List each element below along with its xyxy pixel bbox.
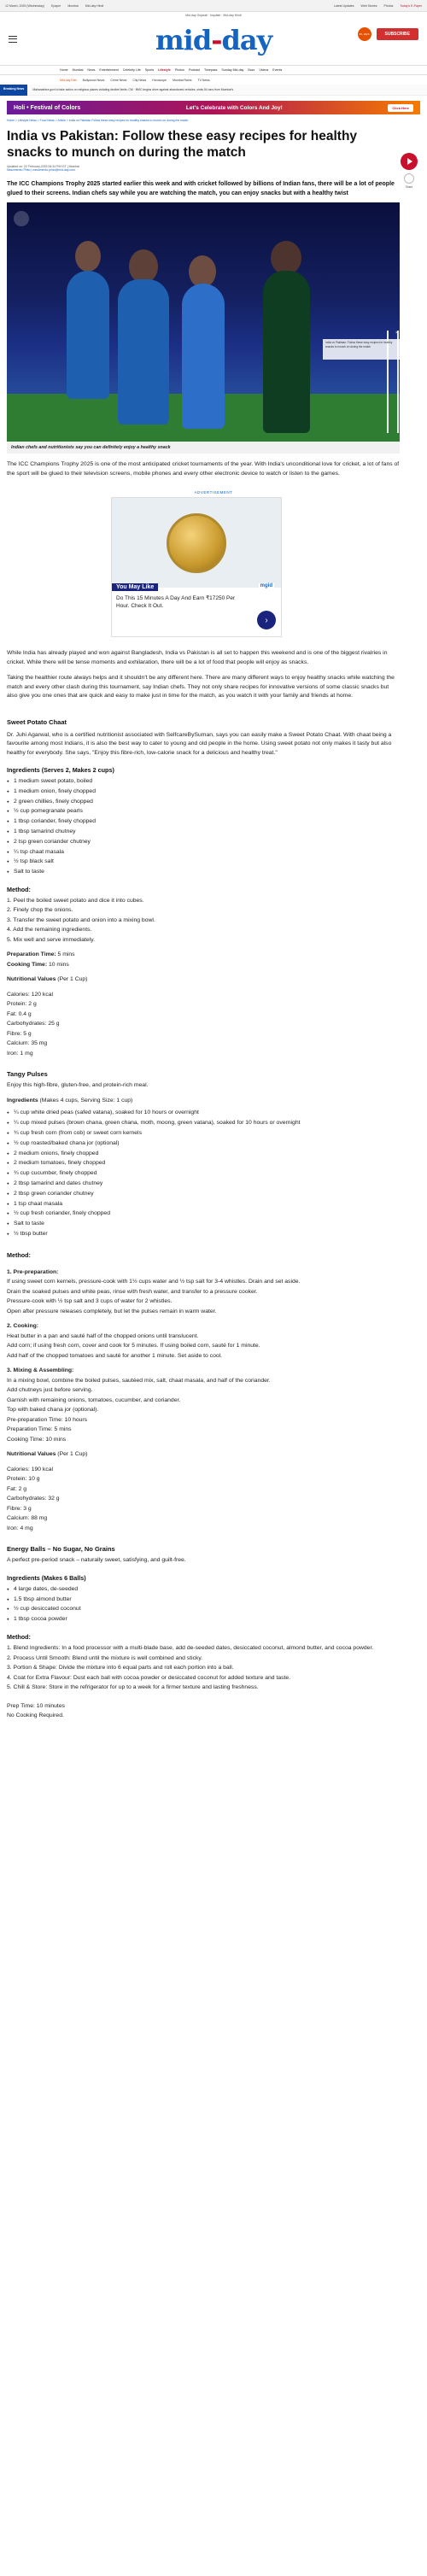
step-line: Pre-preparation Time: 10 hours [7, 1416, 88, 1423]
list-item: ● ½ tsp black salt [7, 857, 400, 867]
nutrition-item: Protein: 2 g [7, 1001, 37, 1008]
nutrition-item: Iron: 4 mg [7, 1525, 33, 1531]
nutrition-item: Calcium: 35 mg [7, 1040, 48, 1047]
subnav-diet[interactable]: Mid-day Diet [60, 78, 77, 82]
holi-promo-banner[interactable] [7, 101, 420, 114]
step-line: Cooking Time: 10 mins [7, 1436, 67, 1443]
header-actions [358, 27, 418, 41]
breadcrumb-text[interactable]: Home > Lifestyle News > Food News > Article > India vs Pakistan Follow these easy recipes for healthy snacks to munch on during the match [7, 119, 189, 122]
banner-click-button[interactable]: Click Here [388, 104, 413, 112]
article-dateline [7, 165, 420, 172]
list-item: ● ¾ cup cucumber, finely chopped [7, 1168, 400, 1179]
article-intro: The ICC Champions Trophy 2025 started earlier this week and with cricket followed by billions of Indian fans, there will be a lot of people glued to their screens. Indian chefs say while you are watching the match, you can enjoy snacks but with a healthy twist [7, 181, 395, 196]
list-item: ● 1 medium sweet potato, boiled [7, 776, 400, 787]
author-link[interactable]: Nascimento Pinto | nascimento.pinto@mid-day.com [7, 168, 76, 172]
recipe-2-step-1-title [7, 1268, 400, 1278]
nav-home[interactable]: Home [60, 68, 68, 72]
subnav-tv[interactable]: TV News [197, 78, 210, 82]
share-icon[interactable] [404, 173, 414, 184]
recipe-2-ingredients [7, 1108, 420, 1238]
recipe-3-method [7, 1643, 420, 1693]
paragraph-2: While India has already played and won against Bangladesh, India vs Pakistan is all set to happen this weekend and is one of the biggest rivalries in cricket. While there will be tense moments and exhilaration, there will be a lot of food that people will enjoy as snacks. [7, 650, 388, 665]
recipe-2-step-2 [7, 1332, 420, 1361]
nav-mumbai[interactable]: Mumbai [72, 68, 84, 72]
advertisement-label: ADVERTISEMENT [194, 490, 233, 495]
step-line: Heat butter in a pan and sauté half of the chopped onions until translucent. [7, 1332, 199, 1339]
paragraph-3: Taking the healthier route always helps and it shouldn't be any different here. There are many different ways to enjoy healthy snacks while watching the match and every other clash during this tournament, say Indian chefs. They not only share recipes for innovative versions of some classic snacks but also give you one ones that are quick and easy to make just in time for the match, as you watch it with your family and friends at home. [7, 675, 395, 699]
recipe-2-nutrition [7, 1465, 420, 1534]
list-item: ● 1 tbsp coriander, finely chopped [7, 817, 400, 827]
recipe-1-ingredients-title: Ingredients (Serves 2, Makes 2 cups) [7, 766, 114, 774]
recipe-1-intro: Dr. Juhi Agarwal, who is a certified nutritionist associated with SelfcareBySuman, says you can easily make a Sweet Potato Chaat. With chaat being a favourite among most Indians, it is also the best way to cater to young and old people in the home. Using sweet potato not only makes it tasty but also healthy for everybody. She says, "Enjoy this fibre-rich, low-calorie snack for a delicious and healthy treat." [7, 731, 392, 756]
player-head-4 [271, 241, 301, 275]
list-item: ● ½ tbsp butter [7, 1229, 400, 1239]
player-body-1 [67, 271, 109, 399]
ad-arrow-icon[interactable]: › [257, 611, 276, 629]
nav-celebrity-life[interactable]: Celebrity Life [122, 68, 141, 72]
nutrition-item: Carbohydrates: 25 g [7, 1021, 60, 1027]
list-item: ● Salt to taste [7, 1219, 400, 1229]
site-header [0, 12, 427, 65]
recipe-3-method-title: Method: [7, 1633, 31, 1642]
recipe-3-intro: A perfect pre-period snack – naturally sweet, satisfying, and guilt-free. [7, 1557, 186, 1564]
image-overlay-caption: India vs Pakistan: Follow these easy recipes for healthy snacks to munch on during the match [323, 339, 400, 360]
recipe-2-step-3 [7, 1376, 420, 1445]
nutrition-item: Carbohydrates: 32 g [7, 1496, 60, 1502]
list-item: ● 4 large dates, de-seeded [7, 1584, 400, 1595]
site-logo[interactable] [155, 24, 272, 56]
hamburger-menu-icon[interactable] [9, 36, 17, 43]
nav-photos[interactable]: Photos [174, 68, 184, 72]
cook-label: Cooking Time: [7, 961, 48, 968]
prep-value: 5 mins [56, 951, 75, 958]
ad-you-may-like: You May Like [112, 583, 158, 591]
ingredients-label: Ingredients [7, 1097, 38, 1104]
nutrition-item: Fat: 0.4 g [7, 1010, 32, 1017]
step-line: Open after pressure releases completely, but let the pulses remain in warm water. [7, 1308, 217, 1314]
coin-icon [167, 513, 226, 573]
list-item: ● ½ cup roasted/baked chana jor (optional) [7, 1139, 400, 1149]
nutrition-label: Nutritional Values [7, 1451, 56, 1458]
sister-brands: Mid-day Gujarati · Inquilab · Mid-day Hindi [185, 14, 242, 17]
recipe-1-title: Sweet Potato Chaat [7, 717, 67, 726]
sub-nav [0, 75, 427, 85]
banner-center-text: Let's Celebrate with Colors And Joy! [185, 104, 283, 111]
method-step: 4. Add the remaining ingredients. [7, 927, 92, 934]
share-label: Share [405, 185, 413, 189]
list-item: ● 2 tbsp green coriander chutney [7, 1189, 400, 1199]
step-line: Add corn; if using fresh corn, cover and cook for 5 minutes. If using boiled corn, sauté for 1 minute. [7, 1343, 260, 1349]
method-step: 3. Portion & Shape: Divide the mixture into 6 equal parts and roll each portion into a ball. [7, 1665, 234, 1671]
epaper-link[interactable]: Epaper [51, 3, 61, 8]
recipe-2-step-1 [7, 1277, 420, 1316]
recipe-1-cook-time [7, 960, 400, 970]
list-item: ● 1 tsp chaat masala [7, 1199, 400, 1209]
breadcrumb[interactable] [0, 114, 427, 122]
article-body [0, 129, 427, 1721]
method-step: 1. Blend Ingredients: In a food processor with a multi-blade base, add de-seeded dates, desiccated coconut, almond butter, and cocoa powder. [7, 1645, 374, 1652]
list-item: ● 2 green chillies, finely chopped [7, 797, 400, 807]
nutrition-item: Calories: 190 kcal [7, 1466, 54, 1472]
method-step: 4. Coat for Extra Flavour: Dust each ball with cocoa powder or desiccated coconut for added texture and taste. [7, 1674, 291, 1681]
step-line: Top with baked chana jor (optional). [7, 1407, 99, 1414]
list-item: ● 2 medium onions, finely chopped [7, 1149, 400, 1159]
nutrition-item: Fibre: 3 g [7, 1505, 32, 1512]
list-item: ● ½ cup pomegranate pearls [7, 806, 400, 817]
latest-updates-link[interactable]: Latest Updates [333, 3, 354, 8]
breaking-news-text[interactable]: Maharashtra govt to take action on religious places violating decibel limits: CM · BMC begins drive against abandoned vehicles, sinks 54 cars from Mumbai's [32, 88, 234, 91]
list-item: ● 2 tsp green coriander chutney [7, 837, 400, 847]
hero-image [7, 202, 400, 442]
nutrition-item: Iron: 1 mg [7, 1050, 33, 1057]
nav-news[interactable]: News [87, 68, 96, 72]
youtube-icon[interactable] [401, 153, 418, 170]
recipe-2-step-2-title [7, 1321, 400, 1332]
nav-events[interactable]: Events [272, 68, 283, 72]
list-item: ● 2 medium tomatoes, finely chopped [7, 1158, 400, 1168]
list-item: ● Salt to taste [7, 867, 400, 877]
list-item: ● 1 tbsp cocoa powder [7, 1614, 400, 1625]
method-step: 2. Process Until Smooth: Blend until the mixture is well combined and sticky. [7, 1654, 203, 1661]
step-title: 3. Mixing & Assembling: [7, 1367, 74, 1374]
hindi-link[interactable]: Mid-day Hindi [85, 3, 104, 8]
step-line: Garnish with remaining onions, tomatoes, cucumber, and coriander. [7, 1396, 181, 1403]
step-line: Pressure-cook with ½ tsp salt and 3 cups of water for 2 whistles. [7, 1298, 173, 1305]
list-item: ● ¼ tsp chaat masala [7, 847, 400, 858]
ad-brand-logo: mgid [260, 583, 272, 588]
step-line: Add half of the chopped tomatoes and sauté for another 1 minute. Set aside to cool. [7, 1352, 223, 1359]
city-link[interactable]: Mumbai [67, 3, 79, 8]
player-head-1 [75, 241, 101, 272]
step-title: 1. Pre-preparation: [7, 1268, 59, 1275]
nav-videos[interactable]: Videos [259, 68, 269, 72]
player-body-4 [263, 271, 310, 433]
list-item: ● ¾ cup fresh corn (from cob) or sweet corn kernels [7, 1128, 400, 1139]
image-caption: Indian chefs and nutritionists say you can definitely enjoy a healthy snack [7, 442, 400, 454]
nav-buzz[interactable]: Buzz [248, 68, 255, 72]
method-step: 1. Peel the boiled sweet potato and dice it into cubes. [7, 897, 144, 904]
breaking-news-ticker [0, 85, 427, 96]
list-item: ● 1.5 tbsp almond butter [7, 1595, 400, 1605]
step-line: Drain the soaked pulses and white peas, rinse with fresh water, and transfer to a pressure cooker. [7, 1288, 258, 1295]
photos-link[interactable]: Photos [383, 3, 394, 8]
list-item: ● 2 tbsp tamarind and dates chutney [7, 1179, 400, 1189]
method-step: 2. Finely chop the onions. [7, 907, 73, 914]
player-head-2 [129, 249, 158, 284]
recipe-1-ingredients [7, 776, 420, 877]
prep-label: Preparation Time: [7, 951, 56, 958]
recipe-1-method-title: Method: [7, 885, 31, 893]
overlay-close-icon[interactable]: × [395, 331, 398, 336]
nav-sunday-midday[interactable]: Sunday Mid-day [221, 68, 244, 72]
recipe-2-intro: Enjoy this high-fibre, gluten-free, and protein-rich meal. [7, 1082, 149, 1089]
method-step: 5. Mix well and serve immediately. [7, 936, 95, 943]
tournament-logo-icon [14, 211, 29, 226]
logo-part-mid: mid [155, 24, 212, 56]
top-utility-bar [0, 0, 427, 12]
ad-text[interactable]: Do This 15 Minutes A Day And Earn ₹17250 Per Hour. Check It Out. [116, 595, 236, 609]
step-line: If using sweet corn kernels, pressure-cook with 1½ cups water and ½ tsp salt for 3-4 whistles. Drain and set aside. [7, 1279, 301, 1285]
logo-part-dash: - [211, 24, 222, 56]
nutrition-sub: (Per 1 Cup) [56, 1451, 88, 1458]
nav-sports[interactable]: Sports [144, 68, 155, 72]
updated-time: Updated on: 22 February,2025 06:34 PM IST | Mumbai [7, 165, 80, 168]
advertisement-card[interactable] [111, 497, 282, 637]
nav-lifestyle[interactable]: Lifestyle [158, 68, 171, 72]
subnav-city[interactable]: City News [132, 78, 147, 82]
date-text: 12 March, 2025 (Wednesday) [5, 3, 45, 8]
list-item: ● 1 medium onion, finely chopped [7, 787, 400, 797]
method-step: 3. Transfer the sweet potato and onion into a mixing bowl. [7, 916, 155, 923]
subnav-rains[interactable]: Mumbai Rains [173, 78, 192, 82]
recipe-3-ingredients-title: Ingredients (Makes 6 Balls) [7, 1573, 86, 1582]
web-stories-link[interactable]: Web Stories [360, 3, 377, 8]
recipe-3-cook-note: No Cooking Required. [7, 1712, 64, 1719]
nav-timepass[interactable]: Timepass [203, 68, 218, 72]
step-line: Preparation Time: 5 mins [7, 1426, 72, 1433]
cook-value: 10 mins [47, 961, 69, 968]
nutrition-item: Calcium: 88 mg [7, 1515, 48, 1522]
subnav-horoscope[interactable]: Horoscope [152, 78, 167, 82]
ingredients-sub: (Makes 4 cups, Serving Size: 1 cup) [38, 1097, 133, 1104]
main-nav [0, 65, 427, 75]
nutrition-item: Fibre: 5 g [7, 1030, 32, 1037]
list-item: ● 1 tbsp tamarind chutney [7, 827, 400, 837]
nutrition-sub: (Per 1 Cup) [56, 976, 88, 983]
player-body-2 [118, 279, 169, 424]
subnav-bollywood[interactable]: Bollywood News [82, 78, 105, 82]
list-item: ● ¼ cup mixed pulses (brown chana, green chana, moth, moong, green vatana), soaked for 10 hours or overnight [7, 1118, 400, 1128]
recipe-1-method [7, 896, 420, 946]
nav-entertainment[interactable]: Entertainment [99, 68, 119, 72]
list-item: ● ¼ cup white dried peas (safed vatana), soaked for 10 hours or overnight [7, 1108, 400, 1118]
player-body-3 [182, 284, 225, 429]
subscribe-button[interactable]: SUBSCRIBE [377, 28, 418, 40]
todays-epaper-link[interactable]: Today's E-Paper [400, 3, 422, 8]
recipe-2-ingredients-title [7, 1096, 400, 1106]
recipe-3-ingredients [7, 1584, 420, 1625]
step-line: Add chutneys just before serving. [7, 1387, 93, 1394]
share-rail [400, 153, 418, 189]
step-title: 2. Cooking: [7, 1323, 39, 1330]
logo-part-day: day [221, 24, 272, 56]
recipe-2-nutrition-title [7, 1449, 400, 1460]
banner-left-text: Holi • Festival of Colors [14, 104, 81, 111]
nutrition-item: Protein: 10 g [7, 1476, 40, 1483]
article-title: India vs Pakistan: Follow these easy recipes for healthy snacks to munch on during the match [7, 129, 358, 160]
step-line: In a mixing bowl, combine the boiled pulses, sautéed mix, salt, chaat masala, and half of the coriander. [7, 1377, 271, 1384]
ad-image [112, 498, 281, 588]
nutrition-item: Fat: 2 g [7, 1485, 27, 1492]
list-item: ● ½ cup fresh coriander, finely chopped [7, 1209, 400, 1219]
recipe-2-title: Tangy Pulses [7, 1070, 48, 1079]
recipe-2-method-title: Method: [7, 1250, 31, 1259]
recipe-1-nutrition-title [7, 975, 400, 985]
breaking-news-tag: Breaking News [0, 85, 27, 96]
list-item: ● ½ cup desiccated coconut [7, 1604, 400, 1614]
nav-podcast[interactable]: Podcast [188, 68, 200, 72]
nutrition-item: Calories: 120 kcal [7, 991, 54, 998]
subnav-crime[interactable]: Crime News [110, 78, 127, 82]
method-step: 5. Chill & Store: Store in the refrigerator for up to a week for a firmer texture and lasting freshness. [7, 1684, 259, 1691]
recipe-3-title: Energy Balls – No Sugar, No Grains [7, 1545, 115, 1554]
paragraph-1: The ICC Champions Trophy 2025 is one of the most anticipated cricket tournaments of the year. With India's unconditional love for cricket, a lot of fans of the sport will be glued to their television screens, mobile phones and every other electronic device to watch or listen to the games. [7, 461, 400, 477]
ipl-badge[interactable]: IPL 2025 [358, 27, 371, 41]
recipe-1-nutrition [7, 990, 420, 1059]
recipe-1-prep-time [7, 950, 400, 960]
nutrition-label: Nutritional Values [7, 976, 56, 983]
recipe-3-prep-time: Prep Time: 10 minutes [7, 1702, 65, 1709]
recipe-2-step-3-title [7, 1366, 400, 1376]
